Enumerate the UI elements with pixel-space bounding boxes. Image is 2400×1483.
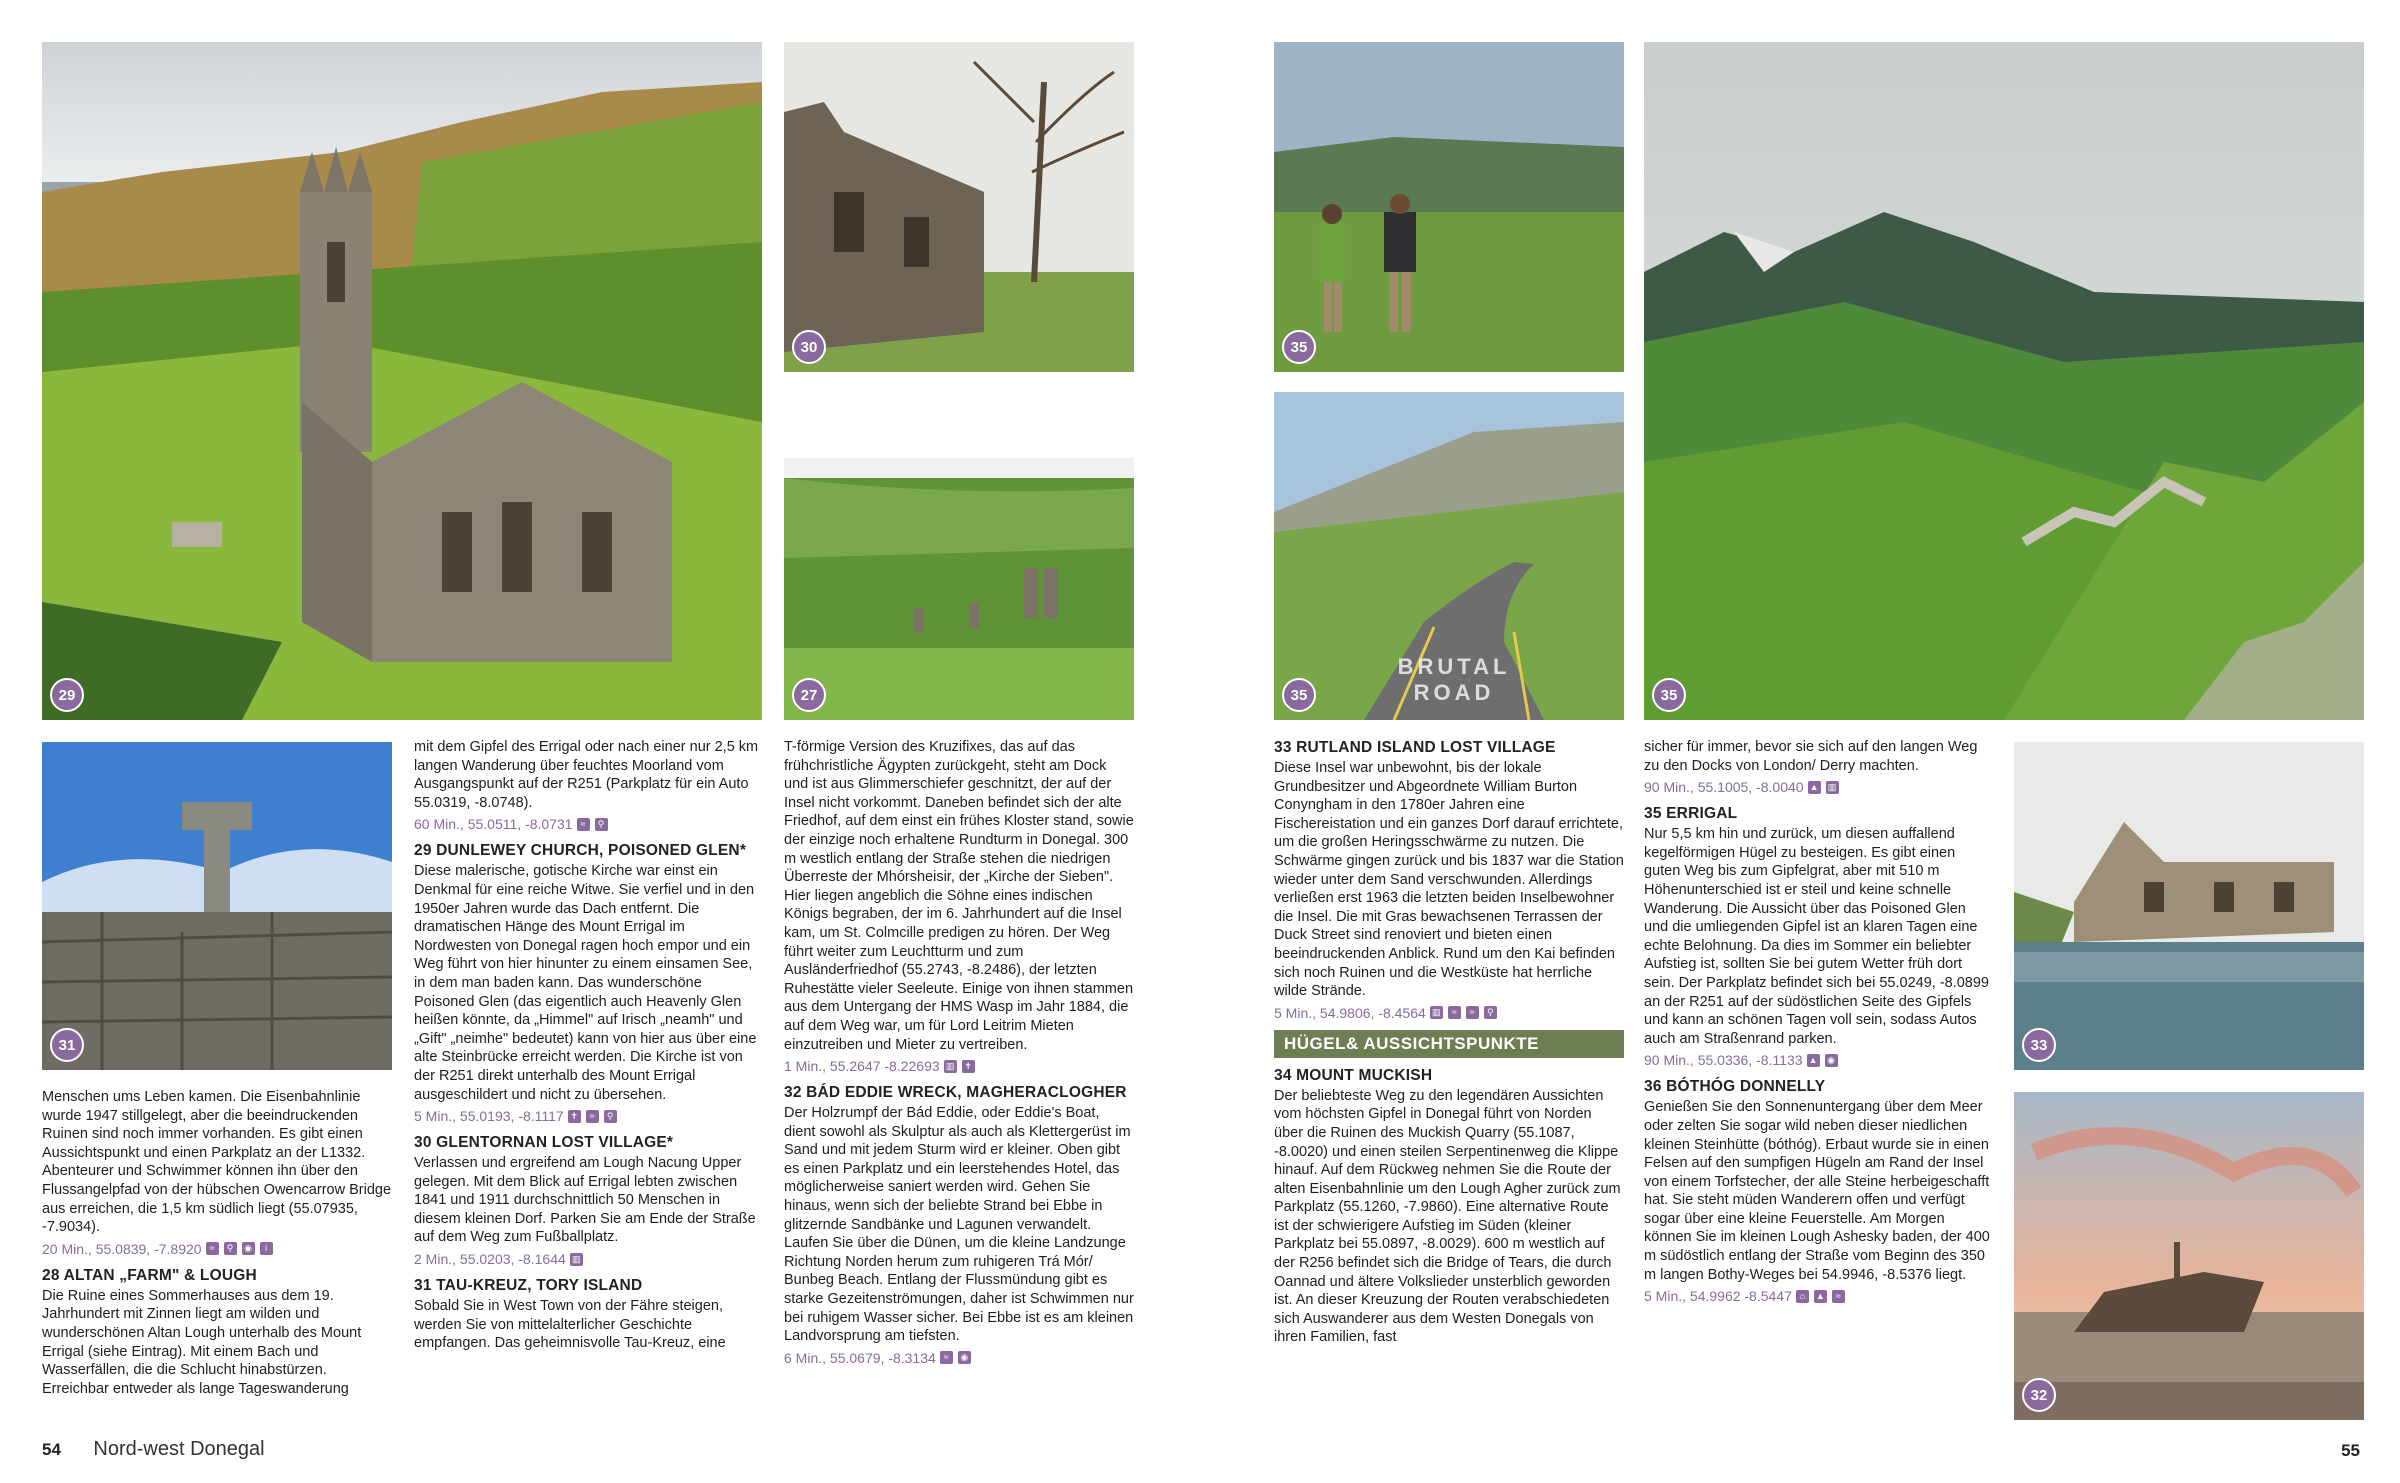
ruin-icon: ▥	[570, 1253, 583, 1266]
rutland-illustration	[2014, 742, 2364, 1070]
photo-number-badge: 29	[50, 678, 84, 712]
text-column-3	[784, 738, 1134, 1375]
photo-glentornan-ruins	[784, 42, 1134, 372]
swim-icon: ≈	[1832, 1290, 1845, 1303]
entry-29-meta: 5 Min., 55.0193, -8.1117 ✝ ≈ ⚲	[414, 1107, 764, 1125]
church-icon: ✝	[962, 1060, 975, 1073]
entry-28-heading: 28 ALTAN „FARM" & LOUGH	[42, 1266, 257, 1284]
page-number-left: 54	[42, 1440, 61, 1459]
entry-31-continued-text: T-förmige Version des Kruzifixes, das auf das frühchristliche Ägypten zurückgeht, steht am Dock und ist aus Glimmerschiefer geschnitzt, der auf der Insel nicht vorkommt. Daneben befindet sich der alte Friedhof, auf dem einst ein frühes Kloster stand, sowie der einzige noch erhaltene Rundturm in Donegal. 300 m westlich entlang der Straße stehen die niedrigen Überreste der Mhórsheisir, der „Kirche der Sieben". Hier liegen angeblich die Söhne eines indischen Königs begraben, der im 6. Jahrhundert auf die Insel kam, um St. Colmcille predigen zu hören. Der Weg führt weiter zum Leuchtturm und zum Ausländerfriedhof (55.2743, -8.2486), der letzten Ruhestätte vieler Seeleute. Einige von ihnen stammen aus dem Untergang der HMS Wasp im Jahr 1884, die auf dem Weg war, um für Lord Leitrim Mieten einzutreiben und Mieter zu vertreiben.	[784, 739, 1134, 1053]
camera-icon: ◉	[242, 1242, 255, 1255]
photo-number-badge: 30	[792, 330, 826, 364]
beach-icon: ≈	[940, 1351, 953, 1364]
page-number-right: 55	[2341, 1441, 2360, 1460]
entry-34-continued-text: sicher für immer, bevor sie sich auf den langen Weg zu den Docks von London/ Derry machten.	[1644, 739, 1978, 774]
entry-36-heading: 36 BÓTHÓG DONNELLY	[1644, 1078, 1826, 1096]
footer-left	[42, 1438, 265, 1461]
photo-number-badge: 33	[2022, 1028, 2056, 1062]
photo-number-badge: 35	[1282, 678, 1316, 712]
swim-icon: ≈	[577, 818, 590, 831]
beach-icon: ≈	[1448, 1006, 1461, 1019]
view-icon: ◉	[1825, 1054, 1838, 1067]
wreck-illustration	[2014, 1092, 2364, 1420]
photo-errigal-mountains	[1644, 42, 2364, 720]
walk-icon: ⚲	[595, 818, 608, 831]
swim-icon: ≈	[586, 1110, 599, 1123]
hut-icon: ⌂	[1796, 1290, 1809, 1303]
walk-icon: ⚲	[604, 1110, 617, 1123]
walk-icon: ⚲	[1484, 1006, 1497, 1019]
photo-bad-eddie-wreck	[2014, 1092, 2364, 1420]
hill-icon: ▲	[1807, 1054, 1820, 1067]
entry-30-heading: 30 GLENTORNAN LOST VILLAGE*	[414, 1134, 674, 1152]
footer-right	[2341, 1441, 2360, 1461]
text-column-1	[42, 1088, 392, 1401]
chapter-title: Nord-west Donegal	[93, 1438, 265, 1460]
entry-34-text: Der beliebteste Weg zu den legendären Aussichten vom höchsten Gipfel in Donegal führt von Norden über die Ruinen des Muckish Quarry (55.1087, -8.0020) und einen steilen Serpentinenweg die Klippe hinauf. Auf dem Rückweg nehmen Sie die Route der alten Eisenbahnlinie um den Lough Agher zurück zum Parkplatz (55.1260, -7.9860). Eine alternative Route ist der schwierigere Aufstieg im Süden (kleiner Parkplatz bei 55.0897, -8.0029). 600 m westlich auf der R256 befindet sich die Bridge of Tears, die durch Oannad und ältere Volkslieder unsterblich geworden ist. An dieser Kreuzung der Routen verabschiedeten sich Auswanderer aus dem Westen Donegals von ihren Familien, fast	[1274, 1087, 1621, 1346]
hikers-illustration	[1274, 42, 1624, 372]
photo-rutland-ruin	[2014, 742, 2364, 1070]
entry-28-meta: 60 Min., 55.0511, -8.0731 ≈ ⚲	[414, 815, 764, 833]
entry-31-text: Sobald Sie in West Town von der Fähre steigen, werden Sie von mittelalterlicher Geschichte empfangen. Das geheimnisvolle Tau-Kreuz, eine	[414, 1298, 726, 1352]
entry-34-heading: 34 MOUNT MUCKISH	[1274, 1066, 1433, 1084]
entry-34-meta: 90 Min., 55.1005, -8.0040 ▲ ▥	[1644, 778, 1994, 796]
road-painted-text: BRUTAL ROAD	[1397, 654, 1511, 705]
photo-number-badge: 35	[1282, 330, 1316, 364]
hill-icon: ▲	[1808, 781, 1821, 794]
entry-32-text: Der Holzrumpf der Bád Eddie, oder Eddie's Boat, dient sowohl als Skulptur als auch als Klettergerüst im Sand und mit jedem Sturm wird er kleiner. Oben gibt es einen Parkplatz und ein leerstehendes Hotel, das möglicherweise saniert werden wird. Gehen Sie hinaus, wenn sich der beliebte Strand bei Ebbe in glitzernde Sandbänke und Lagunen verwandelt. Laufen Sie über die Dünen, um die kleine Landzunge Richtung Norden herum zum ruhigeren Trá Mór/ Bunbeg Beach. Entlang der Flussmündung gibt es starke Gezeitenströmungen, daher ist Schwimmen nur bei ruhigem Wasser sicher. Bei Ebbe ist es am kleinen Landvorsprung am tiefsten.	[784, 1105, 1134, 1345]
info-icon: i	[260, 1242, 273, 1255]
photo-brutal-road	[1274, 392, 1624, 720]
ruin-icon: ▥	[1826, 781, 1839, 794]
entry-36-meta: 5 Min., 54.9962 -8.5447 ⌂ ▲ ≈	[1644, 1287, 1994, 1305]
church-landscape-illustration	[42, 42, 762, 720]
entry-32-meta: 6 Min., 55.0679, -8.3134 ≈ ◉	[784, 1349, 1134, 1367]
entry-35-heading: 35 ERRIGAL	[1644, 805, 1738, 823]
camera-icon: ◉	[958, 1351, 971, 1364]
photo-dunlewey-church	[42, 42, 762, 720]
ruins-illustration	[784, 42, 1134, 372]
entry-31-heading: 31 TAU-KREUZ, TORY ISLAND	[414, 1277, 643, 1295]
text-column-2	[414, 738, 764, 1356]
entry-28-text: Die Ruine eines Sommerhauses aus dem 19. Jahrhundert mit Zinnen liegt am wilden und wunderschönen Altan Lough unterhalb des Mount Errigal (siehe Eintrag). Mit einem Bach und Wasserfällen, die die Schlucht hinabstürzen. Erreichbar entweder als lange Tageswanderung	[42, 1287, 362, 1397]
mountains-illustration	[1644, 42, 2364, 720]
entry-29-text: Diese malerische, gotische Kirche war einst ein Denkmal für eine reiche Witwe. Sie verfiel und in den 1950er Jahren wurde das Dach entfernt. Die dramatischen Hänge des Mount Errigal im Nordwesten von Donegal ragen hoch empor und ein Weg führt von hier hinunter zu einem einsamen See, in dem man baden kann. Das wunderschöne Poisoned Glen (das eigentlich auch Heavenly Glen heißen könnte, da „Himmel" auf Irisch „neamh" und „Gift" „neimhe" bedeutet) kann von hier aus über eine alte Steinbrücke erreicht werden. Die Kirche ist von der R251 direkt unterhalb des Mount Errigal ausgeschildert und nicht zu übersehen.	[414, 863, 757, 1103]
text-column-5	[1644, 738, 1994, 1313]
photo-hikers	[1274, 42, 1624, 372]
entry-30-text: Verlassen und ergreifend am Lough Nacung Upper gelegen. Mit dem Blick auf Errigal lebten zwischen 1841 und 1911 durchschnittlich 50 Menschen in diesem kleinen Dorf. Parken Sie am Ende der Straße auf dem Weg zum Fußballplatz.	[414, 1155, 756, 1246]
entry-35-text: Nur 5,5 km hin und zurück, um diesen auffallend kegelförmigen Hügel zu besteigen. Es gibt einen guten Weg bis zum Gipfelgrat, aber mit 510 m Höhenunterschied ist er steil und keine schnelle Wanderung. Die Aussicht über das Poisoned Glen und die umliegenden Gipfel ist an klaren Tagen eine echte Belohnung. Da dies im Sommer ein beliebter Aufstieg ist, sollten Sie bei gutem Wetter früh dort sein. Der Parkplatz befindet sich bei 55.0249, -8.0899 an der R251 auf der südöstlichen Seite des Gipfels und kann an schönen Tagen voll sein, sodass Autos auch am Straßenrand parken.	[1644, 826, 1989, 1047]
entry-30-meta: 2 Min., 55.0203, -8.1644 ▥	[414, 1250, 764, 1268]
tau-cross-illustration	[42, 742, 392, 1070]
entry-29-heading: 29 DUNLEWEY CHURCH, POISONED GLEN*	[414, 842, 747, 860]
entry-33-text: Diese Insel war unbewohnt, bis der lokale Grundbesitzer und Abgeordnete William Burton Conyngham in den 1780er Jahren eine Fischereistation und ein ganzes Dorf darauf errichtete, um die großen Heringsschwärme zu nutzen. Die Schwärme gingen zurück und bis 1837 war die Station wieder unter dem Sand verschwunden. Allerdings verließen erst 1963 die letzten beiden Inselbewohner die Insel. Die mit Gras bewachsenen Terrassen der Duck Street sind renoviert und bieten einen beeindruckenden Anblick. Rund um den Kai befinden sich noch Ruinen und die Westküste hat herrliche wilde Strände.	[1274, 760, 1624, 1000]
entry-35-meta: 90 Min., 55.0336, -8.1133 ▲ ◉	[1644, 1051, 1994, 1069]
swim-icon: ≈	[1466, 1006, 1479, 1019]
valley-illustration	[784, 458, 1134, 720]
swim-icon: ≈	[206, 1242, 219, 1255]
photo-green-valley	[784, 458, 1134, 720]
text-column-4	[1274, 738, 1624, 1350]
entry-28-continued-text: mit dem Gipfel des Errigal oder nach einer nur 2,5 km langen Wanderung über feuchtes Moorland vom Ausgangspunkt auf der R251 (Parkplatz für ein Auto 55.0319, -8.0748).	[414, 739, 759, 811]
entry-36-text: Genießen Sie den Sonnenuntergang über dem Meer oder zelten Sie sogar wild neben dieser niedlichen kleinen Steinhütte (bóthóg). Erbaut wurde sie in einen Felsen auf den sumpfigen Hügeln am Rand der Insel von einem Torfstecher, der alle Steine herbeigeschafft hat. Sie steht müden Wanderern offen und verfügt sogar über eine kleine Feuerstelle. Am Morgen können Sie im kleinen Lough Ashesky baden, der 400 m südöstlich entlang der Straße vom Beginn des 350 m langen Bothy-Weges bei 54.9946, -8.5376 liegt.	[1644, 1099, 1990, 1283]
ruin-icon: ▥	[1430, 1006, 1443, 1019]
entry-32-heading: 32 BÁD EDDIE WRECK, MAGHERACLOGHER	[784, 1084, 1127, 1102]
photo-number-badge: 32	[2022, 1378, 2056, 1412]
photo-number-badge: 35	[1652, 678, 1686, 712]
church-icon: ✝	[568, 1110, 581, 1123]
photo-tau-cross	[42, 742, 392, 1070]
photo-number-badge: 31	[50, 1028, 84, 1062]
entry-33-heading: 33 RUTLAND ISLAND LOST VILLAGE	[1274, 739, 1556, 756]
entry-27-continued-text: Menschen ums Leben kamen. Die Eisenbahnlinie wurde 1947 stillgelegt, aber die beeindruckenden Ruinen sind noch immer vorhanden. Es gibt einen Aussichtspunkt und einen Parkplatz an der L1332. Abenteurer und Schwimmer können ihn über den Flussangelpfad von der hübschen Owencarrow Bridge aus erreichen, die 1,5 km südlich liegt (55.07935, -7.9034).	[42, 1089, 392, 1236]
entry-31-meta: 1 Min., 55.2647 -8.22693 ▥ ✝	[784, 1057, 1134, 1075]
entry-27-meta: 20 Min., 55.0839, -7.8920 ≈ ⚲ ◉ i	[42, 1240, 392, 1258]
ruin-icon: ▥	[944, 1060, 957, 1073]
section-banner-hills: HÜGEL& AUSSICHTSPUNKTE	[1274, 1030, 1624, 1058]
photo-number-badge: 27	[792, 678, 826, 712]
camping-icon: ▲	[1814, 1290, 1827, 1303]
walk-icon: ⚲	[224, 1242, 237, 1255]
entry-33-meta: 5 Min., 54.9806, -8.4564 ▥ ≈ ≈ ⚲	[1274, 1004, 1624, 1022]
